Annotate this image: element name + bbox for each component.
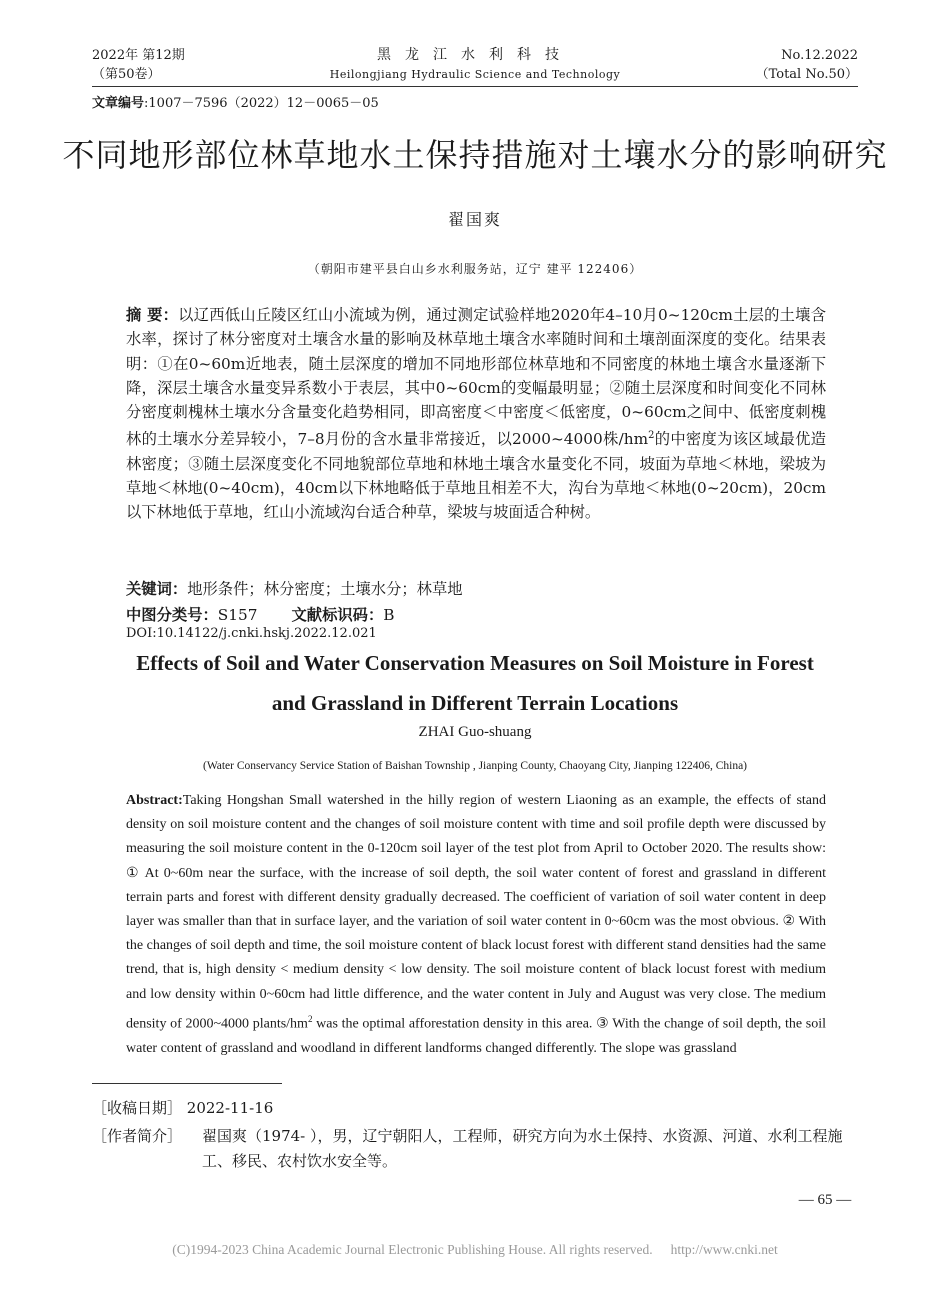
document-code-value: B <box>383 606 395 624</box>
header-number-info <box>756 46 858 84</box>
abstract-english-text-cont: was the optimal afforestation density in this area. ③ With the change of soil depth, the soil water content of grassland and woodland in different landforms changed differently. The slope was grassland <box>126 1016 826 1056</box>
header-divider <box>92 86 858 87</box>
paper-title: 不同地形部位林草地水土保持措施对土壤水分的影响研究 <box>62 136 888 174</box>
clc-value: S157 <box>217 606 258 624</box>
author-bio-text: 翟国爽（1974- ），男，辽宁朝阳人，工程师，研究方向为水土保持、水资源、河道、水利工程施工、移民、农村饮水安全等。 <box>202 1127 843 1170</box>
classification-line <box>126 603 395 625</box>
english-affiliation: (Water Conservancy Service Station of Baishan Township , Jianping County, Chaoyang City, Jianping 122406, China) <box>202 760 748 772</box>
abstract-chinese-text: 以辽西低山丘陵区红山小流域为例，通过测定试验样地2020年4–10月0~120cm土层的土壤含水率，探讨了林分密度对土壤含水量的影响及林草地土壤含水率随时间和土壤剖面深度的变化。结果表明：①在0~60m近地表，随土层深度的增加不同地形部位林草地和不同密度的林地土壤含水量逐渐下降，深层土壤含水量变异系数小于表层，其中0~60cm的变幅最明显；②随土层深度和时间变化不同林分密度刺槐林土壤水分含量变化趋势相同，即高密度＜中密度＜低密度，0~60cm之间中、低密度刺槐林的土壤水分差异较小，7–8月份的含水量非常接近，以2000~4000株/hm <box>126 306 826 449</box>
copyright-text: (C)1994-2023 China Academic Journal Electronic Publishing House. All rights reserved. <box>172 1242 653 1257</box>
abstract-english-text: Taking Hongshan Small watershed in the hilly region of western Liaoning as an example, the effects of stand density on soil moisture content and the changes of soil moisture content with time and soil profile depth were discussed by measuring the soil moisture content in the 0-120cm soil layer of the test plot from April to October 2020. The results show: ① At 0~60m near the surface, with the increase of soil depth, the soil water content of forest and grassland in different terrain parts and forest with different density gradually decreased. The coefficient of variation of soil water content in deep layer was smaller than that in surface layer, and the variation of soil water content in 0~60cm was the most obvious. ② With the changes of soil depth and time, the soil moisture content of black locust forest with different stand densities had the same trend, that is, high density < medium density < low density. The soil moisture content of black locust forest with medium and low density within 0~60cm had little difference, and the water content in July and August was very close. The medium density of 2000~4000 plants/hm <box>126 793 826 1032</box>
abstract-chinese <box>126 303 826 525</box>
footnote-author-bio <box>92 1124 862 1174</box>
document-code-label: 文献标识码： <box>291 606 384 624</box>
footnote-divider <box>92 1083 282 1084</box>
received-date-value: 2022-11-16 <box>186 1099 274 1117</box>
header-total-number: （Total No.50） <box>755 67 858 82</box>
copyright-url[interactable]: http://www.cnki.net <box>670 1242 778 1257</box>
article-number <box>92 92 379 111</box>
abstract-english <box>126 789 826 1061</box>
abstract-english-superscript: 2 <box>307 1013 313 1024</box>
header-journal-name <box>300 46 650 84</box>
header-volume: （第50卷） <box>92 67 161 82</box>
keywords <box>126 577 463 599</box>
keywords-value: 地形条件；林分密度；土壤水分；林草地 <box>187 580 463 598</box>
english-author: ZHAI Guo-shuang <box>418 724 532 740</box>
english-title-line-1: Effects of Soil and Water Conservation Measures on Soil Moisture in Forest <box>136 651 814 675</box>
abstract-chinese-superscript: 2 <box>648 430 655 442</box>
article-number-label: 文章编号 <box>92 96 145 111</box>
english-title-line-2: and Grassland in Different Terrain Locations <box>271 691 679 715</box>
header-year-issue: 2022年 第12期 <box>92 48 185 63</box>
header-journal-en: Heilongjiang Hydraulic Science and Technology <box>329 68 621 81</box>
header-number: No.12.2022 <box>781 48 858 63</box>
abstract-chinese-text-cont: 的中密度为该区域最优造林密度；③随土层深度变化不同地貌部位草地和林地土壤含水量变化不同，坡面为草地＜林地，梁坡为草地＜林地(0~40cm)，40cm以下林地略低于草地且相差不大，沟台为草地＜林地(0~20cm)，20cm以下林地低于草地，红山小流域沟台适合种草，梁坡与坡面适合种树。 <box>126 430 826 522</box>
page-number: — 65 — <box>798 1192 852 1208</box>
english-title <box>60 643 890 723</box>
header-issue-info <box>92 46 185 84</box>
author-affiliation: （朝阳市建平县白山乡水利服务站，辽宁 建平 122406） <box>307 262 643 276</box>
copyright-notice <box>0 1242 950 1258</box>
article-number-value: :1007－7596（2022）12－0065－05 <box>144 96 379 111</box>
received-date-label: ［收稿日期］ <box>92 1099 183 1117</box>
author-name: 翟国爽 <box>447 210 502 229</box>
author-bio-label: ［作者简介］ <box>92 1127 183 1145</box>
doi: DOI:10.14122/j.cnki.hskj.2022.12.021 <box>126 626 377 641</box>
header-journal-cn: 黑龙江水利科技 <box>377 47 573 63</box>
clc-label: 中图分类号： <box>126 606 218 624</box>
abstract-chinese-label: 摘 要： <box>126 306 179 324</box>
abstract-english-label: Abstract: <box>126 793 183 808</box>
keywords-label: 关键词： <box>126 580 188 598</box>
footnote-received <box>92 1097 273 1118</box>
